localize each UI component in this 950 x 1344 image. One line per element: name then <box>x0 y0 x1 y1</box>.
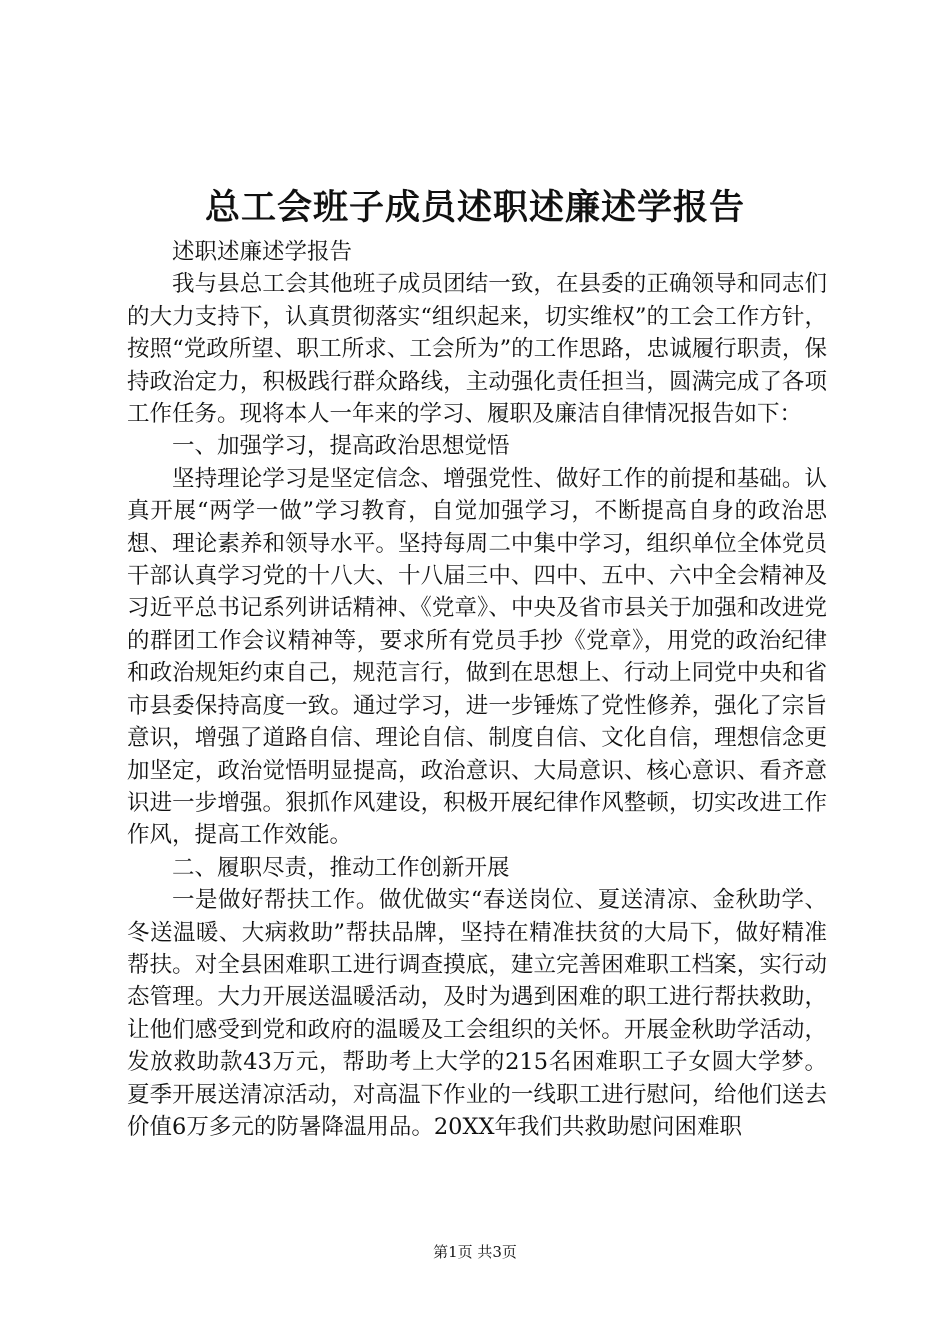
body-paragraph: 我与县总工会其他班子成员团结一致，在县委的正确领导和同志们的大力支持下，认真贯彻落实“组织起来，切实维权”的工会工作方针，按照“党政所望、职工所求、工会所为”的工作思路，忠诚履行职责，保持政治定力，积极践行群众路线，主动强化责任担当，圆满完成了各项工作任务。现将本人一年来的学习、履职及廉洁自律情况报告如下： <box>127 271 827 428</box>
section-heading: 二、履职尽责，推动工作创新开展 <box>172 854 510 881</box>
body-paragraph: 坚持理论学习是坚定信念、增强党性、做好工作的前提和基础。认真开展“两学一做”学习教育，自觉加强学习，不断提高自身的政治思想、理论素养和领导水平。坚持每周二中集中学习，组织单位全体党员干部认真学习党的十八大、十八届三中、四中、五中、六中全会精神及习近平总书记系列讲话精神、《党章》、中央及省市县关于加强和改进党的群团工作会议精神等，要求所有党员手抄《党章》，用党的政治纪律和政治规矩约束自己，规范言行，做到在思想上、行动上同党中央和省市县委保持高度一致。通过学习，进一步锤炼了党性修养，强化了宗旨意识，增强了道路自信、理论自信、制度自信、文化自信，理想信念更加坚定，政治觉悟明显提高，政治意识、大局意识、核心意识、看齐意识进一步增强。狠抓作风建设，积极开展纪律作风整顿，切实改进工作作风，提高工作效能。 <box>127 465 827 849</box>
body-paragraph: 一是做好帮扶工作。做优做实“春送岗位、夏送清凉、金秋助学、冬送温暖、大病救助”帮扶品牌，坚持在精准扶贫的大局下，做好精准帮扶。对全县困难职工进行调查摸底，建立完善困难职工档案，实行动态管理。大力开展送温暖活动，及时为遇到困难的职工进行帮扶救助，让他们感受到党和政府的温暖及工会组织的关怀。开展金秋助学活动，发放救助款43万元，帮助考上大学的215名困难职工子女圆大学梦。夏季开展送清凉活动，对高温下作业的一线职工进行慰问，给他们送去价值6万多元的防暑降温用品。20XX年我们共救助慰问困难职 <box>127 887 827 1140</box>
document-body <box>127 236 827 1143</box>
page-footer: 第1页 共3页 <box>433 1243 517 1261</box>
document-title: 总工会班子成员述职述廉述学报告 <box>204 187 745 228</box>
section-heading: 一、加强学习，提高政治思想觉悟 <box>172 433 510 460</box>
report-subtitle: 述职述廉述学报告 <box>172 239 353 265</box>
